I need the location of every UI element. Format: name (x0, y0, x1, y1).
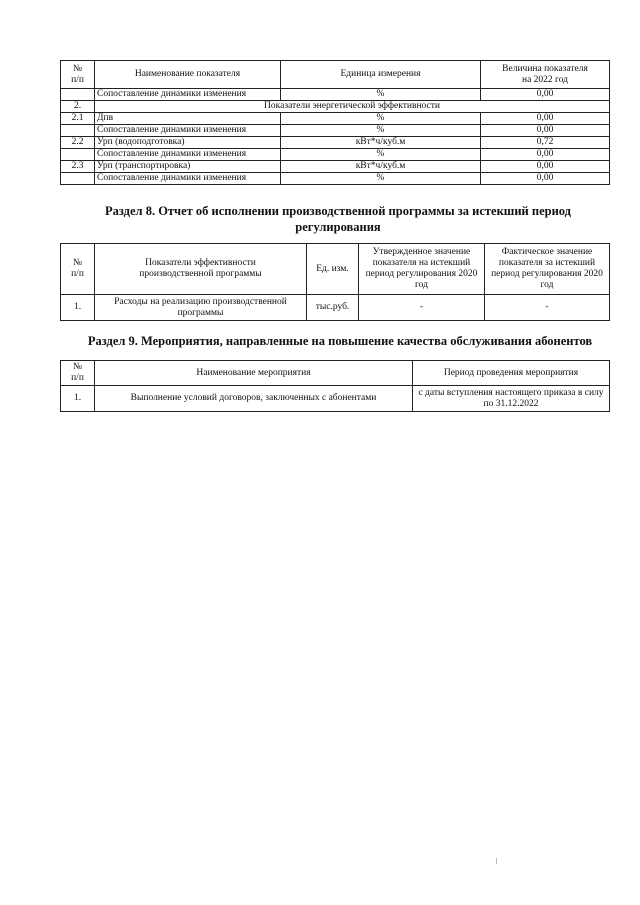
cell-unit: % (281, 125, 481, 137)
cell-unit: % (281, 89, 481, 101)
cell-approved: - (359, 295, 485, 321)
cell-name: Расходы на реализацию производственной программы (95, 295, 307, 321)
header-unit: Ед. изм. (307, 244, 359, 295)
cell-value: 0,00 (481, 161, 610, 173)
cell-name: Сопоставление динамики изменения (95, 173, 281, 185)
program-report-table (60, 243, 610, 321)
scan-mark (496, 858, 497, 864)
cell-unit: кВт*ч/куб.м (281, 137, 481, 149)
section-header-cell: Показатели энергетической эффективности (95, 101, 610, 113)
cell-num: 2.1 (61, 113, 95, 125)
cell-num (61, 149, 95, 161)
header-num: № п/п (61, 244, 95, 295)
table-row (61, 161, 610, 173)
cell-unit: % (281, 149, 481, 161)
cell-name: Сопоставление динамики изменения (95, 89, 281, 101)
cell-num: 2.3 (61, 161, 95, 173)
header-unit: Единица измерения (281, 61, 481, 89)
cell-name: Выполнение условий договоров, заключенных с абонентами (95, 386, 413, 412)
cell-num: 2.2 (61, 137, 95, 149)
cell-num: 2. (61, 101, 95, 113)
cell-value: 0,00 (481, 149, 610, 161)
header-period: Период проведения мероприятия (413, 361, 610, 386)
table-row (61, 113, 610, 125)
header-value: Величина показателя на 2022 год (481, 61, 610, 89)
cell-value: 0,00 (481, 89, 610, 101)
header-approved: Утвержденное значение показателя на истекший период регулирования 2020 год (359, 244, 485, 295)
cell-num: 1. (61, 386, 95, 412)
table-row (61, 149, 610, 161)
cell-name: Сопоставление динамики изменения (95, 125, 281, 137)
header-measure: Наименование мероприятия (95, 361, 413, 386)
cell-num (61, 125, 95, 137)
table-header-row (61, 244, 610, 295)
table-header-row (61, 361, 610, 386)
table-row (61, 101, 610, 113)
table-row (61, 295, 610, 321)
cell-num (61, 173, 95, 185)
service-measures-table (60, 360, 610, 412)
cell-value: 0,00 (481, 173, 610, 185)
cell-unit: тыс.руб. (307, 295, 359, 321)
cell-name: Дпв (95, 113, 281, 125)
table-row (61, 125, 610, 137)
cell-actual: - (485, 295, 610, 321)
cell-name: Урп (водоподготовка) (95, 137, 281, 149)
section-8-title: Раздел 8. Отчет об исполнении производственной программы за истекший период регулирования (105, 204, 571, 234)
cell-num: 1. (61, 295, 95, 321)
cell-period: с даты вступления настоящего приказа в силу по 31.12.2022 (413, 386, 610, 412)
cell-value: 0,00 (481, 125, 610, 137)
header-name: Наименование показателя (95, 61, 281, 89)
table-row (61, 89, 610, 101)
cell-name: Сопоставление динамики изменения (95, 149, 281, 161)
indicators-table (60, 60, 610, 185)
cell-unit: кВт*ч/куб.м (281, 161, 481, 173)
header-num: № п/п (61, 61, 95, 89)
cell-num (61, 89, 95, 101)
cell-unit: % (281, 173, 481, 185)
table-header-row (61, 61, 610, 89)
header-indicator: Показатели эффективности производственной программы (95, 244, 307, 295)
header-actual: Фактическое значение показателя за истекший период регулирования 2020 год (485, 244, 610, 295)
table-row (61, 137, 610, 149)
cell-name: Урп (транспортировка) (95, 161, 281, 173)
table-row (61, 386, 610, 412)
section-9-title: Раздел 9. Мероприятия, направленные на повышение качества обслуживания абонентов (87, 334, 593, 348)
table-row (61, 173, 610, 185)
cell-value: 0,72 (481, 137, 610, 149)
header-num: № п/п (61, 361, 95, 386)
cell-value: 0,00 (481, 113, 610, 125)
cell-unit: % (281, 113, 481, 125)
